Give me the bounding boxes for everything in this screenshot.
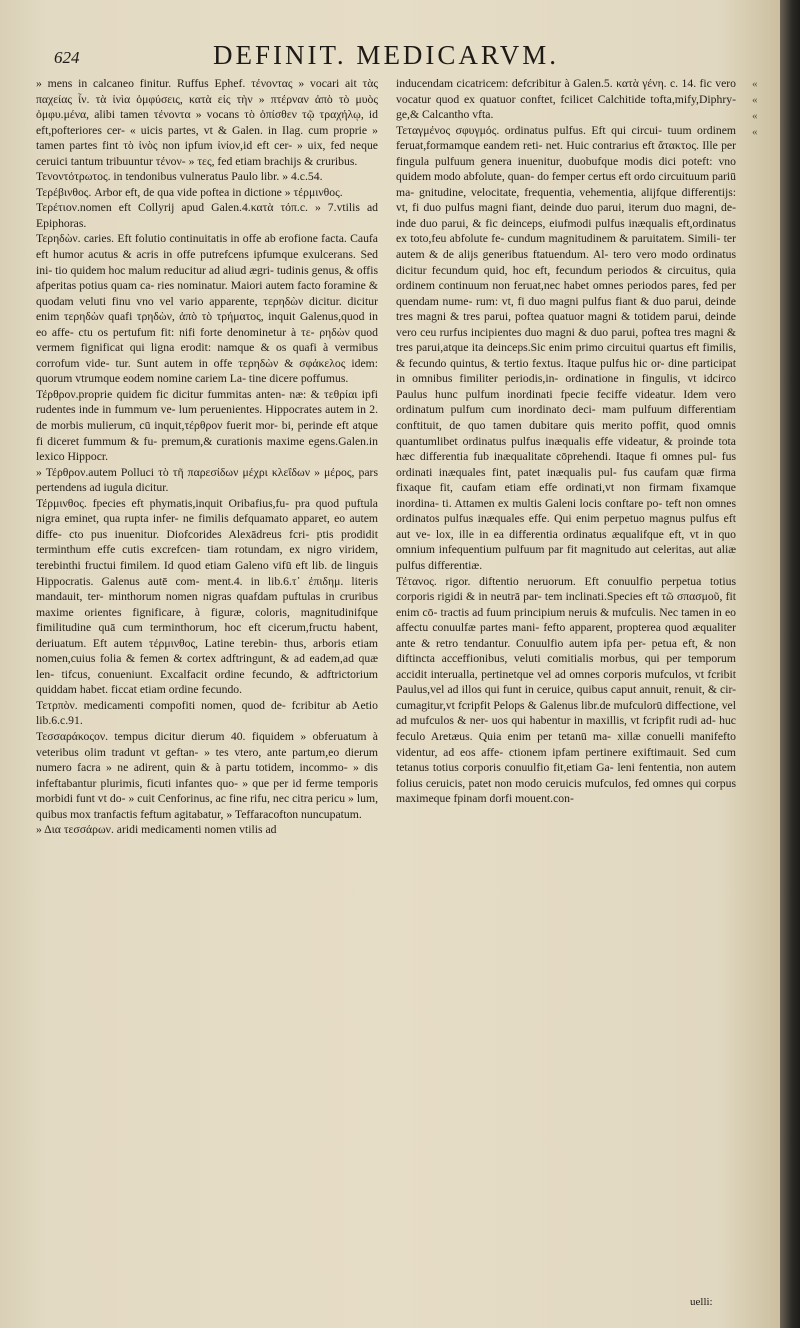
margin-mark: « [752,126,758,138]
margin-marks [752,76,772,140]
entry-paragraph: » mens in calcaneo finitur. Ruffus Ephef. τένοντας » vocari ait τὰς παχείας ἶν. τὰ ἰνὶα ὀμφύσεις, κατὰ εἰς τὴν » πτέρναν ἀπὸ τὸ μυὸς ὀμφυ.μένα, alibi tamen τένοντα » vocans τὸ ὀπίσθεν τῷ τραχήλῳ, id eft,pofteriores cer- « uicis partes, vt & Galen. in Ilag. cum proprie » tamen partes fint τὸ ἰνὸς non ipfum ἰνίον,id eft cer- » uix, fed neque ceruici tantum tribuuntur τένον- » τες, fed etiam brachijs & cruribus. [36,77,378,168]
entry-paragraph: » Τέρθρον.autem Polluci τὸ τῆ παρεσίδων μέχρι κλεΐδων » μέρος, pars pertendens ad iugula dicitur. [36,465,378,495]
entry-paragraph: Τερέβινθος. Arbor eft, de qua vide poftea in dictione » τέρμινθος. [36,185,343,199]
entry-paragraph: Τεταγμένος σφυγμός. ordinatus pulfus. Eft qui circui- tuum ordinem feruat,formamque eandem reti- net. Huic contrarius eft ἄτακτος. Ille per fingula pulfuum genera inuenitur, duobufque modis dici poteft: vno quidem modo abfolute, quan- do femper certus eft ordo circuituum pariū ma- gnitudine, velocitate, frequentia, vehementia, alijfque differentijs: vt, fi duo pulfus magni fiant, deinde duo parui, iterum duo magni, de- inde duo parui, & fic deinceps, eiufmodi pulfus inæqualis eft,ordinatus ex toto,feu abfolute fe- cundum magnitudinem & paruitatem. Simili- ter autem & de alijs generibus ftatuendum. Al- tero vero modo ordinatus dicitur fecundum quid, hoc eft, fecundum periodos & circuitus, quia ordinem continuum non feruat,nec habet omnes periodos pares, fed per quendam nume- rum: vt, fi duo magni pulfus fiant & duo parui, deinde tres magni & tres parui, poftea quatuor magni & totidem parui, deinde vero ceu rurfus incipientes duo magni & duo parui, poftea tres magni & tres parui,atque ita deinceps.Sic enim primo circuitui quartus eft fimilis, & fecundo quintus, & tertio fextus. Itaque pulfus hic or- dine participat in omnibus fimiliter periodis,in- ordinatione in fingulis, vt idcirco Paulus hunc pulfum inordinati fpecie feciffe videatur. Idem vero ordinatum pulfum cum inordinato deci- mam pulfuum differentiam conftituit, de quo tamen dubitare quis merito poffit, quod omnis quantumlibet ordinatus pulfus inæqualis effe videatur, & proinde tota hæc differentia fub inæqualitate cōprehendi. Itaque fi omnes pul- fus ordinati inæquales fint, patet inæqualis pul- fus caufam quæ firma fixaque fit, caufam etiam effe ordinati,vt non firmam fixamque inordina- ti. Attamen ex multis Galeni locis conftare po- teft non omnes ordinatos pulfus inæquales effe. Qui enim perpetuo magnus pulfus eft aut ve- lox, ille in ea differentia ordinatus æqualifque eft, vt in quo omnium infequentium pulfuum par fit magnitudo aut celeritas, aut aliæ pulfus differentiæ. [396,123,736,572]
entry-paragraph: inducendam cicatricem: defcribitur à Galen.5. κατὰ γένη. c. 14. fic vero vocatur quod ex quatuor conftet, fcilicet Calchitide tofta,mify,Diphry- ge,& Calcantho vfta. [396,77,736,122]
margin-mark: « [752,110,758,122]
catchword: uelli: [690,1296,713,1308]
running-title: DEFINIT. MEDICARVM. [212,40,560,70]
entry-paragraph: Τενοντότρωτος. in tendonibus vulneratus Paulo libr. » 4.c.54. [36,170,323,184]
page-number: 624 [54,48,80,67]
entry-paragraph: Τέρθρον.proprie quidem fic dicitur fummitas anten- næ: & τεθρίαι ipfi rudentes inde in fummum ve- lum peruenientes. Hippocrates autem in 2. de morbis mulierum, cū inquit,τέρθρον fuerit mor- bi, perinde eft atque fi diceret fummum & fu- premum,& curationis maxime egens.Galen.in lexico Hippocr. [36,387,378,464]
right-column [396,76,736,807]
entry-paragraph: Τεσσαράκοςον. tempus dicitur dierum 40. fiquidem » obferuatum à veteribus olim tradunt vt geftan- » tes vtero, ante partum,eo dierum numero facra » ne adirent, quin & à partu totidem, incommo- » dis infeftabantur plurimis, ficuti infantes quo- » que per id ferme temporis morbidi funt vt do- » cuit Cenforinus, ac fine rifu, nec citra pericu » lum, quibus mox tranfactis feftum agitabatur, » Teffaracofton nuncupatum. [36,729,378,821]
entry-paragraph: » Δια τεσσάρων. aridi medicamenti nomen vtilis ad [36,823,277,837]
entry-paragraph: Τερέτιον.nomen eft Collyrij apud Galen.4.κατὰ τόπ.c. » 7.vtilis ad Epiphoras. [36,201,378,230]
page-header [36,40,736,76]
entry-paragraph: Τετρπὸν. medicamenti compofiti nomen, quod de- fcribitur ab Aetio lib.6.c.91. [36,698,378,728]
book-fore-edge [780,0,800,1328]
entry-paragraph: Τέτανος. rigor. diftentio neruorum. Eft conuulfio perpetua totius corporis rigidi & in neutrā par- tem inclinati.Species eft τῶ σπασμοῦ, fit enim cō- tractis ad fuum principium neruis & mufculis. Nec tamen in eo affectu conuulfæ partes mani- fefto apparent, propterea quod æqualiter ante & retro tendantur. Conuulfio autem ipfa per- petua eft, & non diftincta acceffionibus, veluti comitialis morbus, qui per temporum accidit interualla, pertinetque vel ad omnes corporis mufculos, vt fcribit Paulus,vel ad illos qui funt in ceruice, quibus caput annuit, renuit, & cir- cumagitur,vt fcripfit Pelops & Galenus libr.de mufculorū diffectione, vel ad mufculos & ner- uos qui habentur in maxillis, vt fcripfit rudi ad- huc feculo Aretæus. Quia enim per tetanū ma- xillæ conuelli manifefto videntur, ad eos affe- ctionem ipfam pertinere exiftimauit. Sed cum tetanus totius corporis conuulfio fit,etiam Ga- leni fententia, non autem folius ceruicis, patet non modo ceruicis mufculos, fed omnes qui corpus maximeque fpinam dorfi mouent.con- [396,574,736,806]
left-column [36,76,378,838]
entry-paragraph: Τέρμινθος. fpecies eft phymatis,inquit Oribafius,fu- pra quod puftula nigra eminet, qua rupta infer- ne fimilis defquamato apparet, eo autem diffe- cto pus inuenitur. Diofcorides Alexādreus fcri- ptis prodidit terminthum effe cutis excrefcen- tiam rotundam, ex nigro viridem, terebinthi fructui fimilem. Id quod etiam Galeno vifū eft lib. de linguis Hippocratis. Galenus autē com- ment.4. in lib.6.τ᾿ ἐπιδημ. literis mandauit, ter- minthorum nomen nigras quafdam puftulas in cruribus maxime orientes fignificare, à figuræ, coloris, magnitudinifque fimilitudine quā cum terminthorum, hoc eft cicerum,fructu habent, deriuatum. Eft autem τέρμινθος, Latine terebin- thus, arboris etiam nomen,cuius folia & femen & cortex adftringunt, & ad eadem,ad quæ len- tifcus, conueniunt. Excalfacit ordine fecundo, & adftrictorium quiddam habet. ficcat etiam ordine fecundo. [36,496,378,697]
entry-paragraph: Τερηδὼν. caries. Eft folutio continuitatis in offe ab erofione facta. Caufa eft humor acutus & acris in offe putrefcens ipfumque exulcerans. Sed ini- tio quidem hoc malum reducitur ad aliud ægri- tudinis genus, & offis afperitas potius quam ca- ries nominatur. Maiori autem facto foramine & quodam veluti finu vno vel vario apparente, τερηδὼν dicitur. dicitur enim τερηδὼν quafi τρηδὼν, ἀπὸ τὸ τρήματος, inquit Galenus,quod in eo affe- ctu os pertufum fit: nifi forte denominetur à τε- ρηδὼν quod vermem fignificat qui ligna erodit: namque & os quafi à vermibus corrofum vide- tur. Sunt autem in offe τερηδὼν & σφάκελος idem: quorum vtrumque eodem nomine cariem La- tine dicere poffumus. [36,232,378,386]
margin-mark: « [752,94,758,106]
margin-mark: « [752,78,758,90]
